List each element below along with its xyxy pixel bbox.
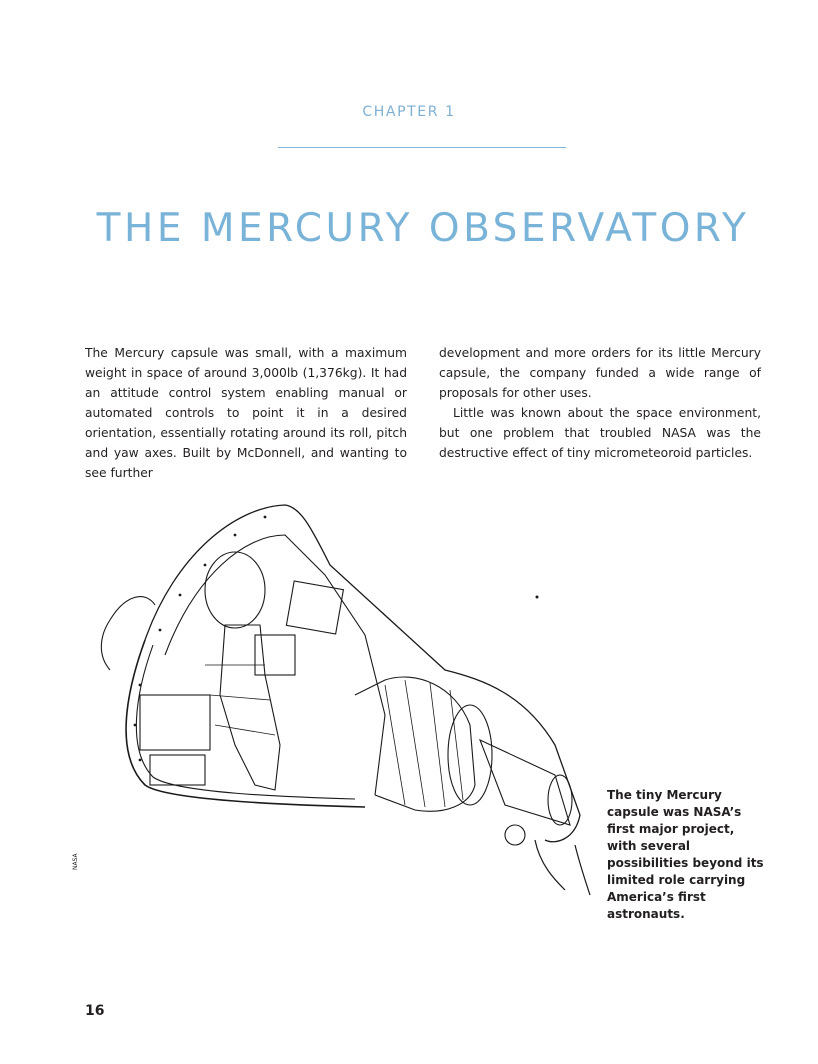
cabin-wall: [165, 535, 385, 795]
figure-caption: The tiny Mercury capsule was NASA’s first major project, with several possibilities beyond its limited role carrying America’s first astronauts.: [607, 788, 764, 921]
page-number: 16: [85, 1003, 105, 1019]
chapter-divider: [278, 147, 566, 148]
body-column-left: [85, 343, 407, 483]
paragraph: Little was known about the space environment, but one problem that troubled NASA was the destructive effect of tiny micrometeoroid particles.: [439, 406, 761, 460]
chapter-title: THE MERCURY OBSERVATORY: [96, 206, 750, 252]
chapter-label: CHAPTER 1: [362, 104, 456, 120]
paragraph: development and more orders for its little Mercury capsule, the company funded a wide range of proposals for other uses.: [439, 346, 761, 400]
image-credit: NASA: [72, 853, 79, 870]
body-column-right: [439, 343, 761, 463]
capsule-cutaway-illustration: [85, 495, 595, 900]
astronaut-helmet: [205, 552, 265, 628]
nose-cylinder: [480, 740, 570, 825]
paragraph: The Mercury capsule was small, with a maximum weight in space of around 3,000lb (1,376kg). It had an attitude control system enabling manual or automated controls to point it in a desired orientation, essentially rotating around its roll, pitch and yaw axes. Built by McDonnell, and wanting to see further: [85, 346, 407, 480]
astronaut-body: [220, 625, 280, 790]
